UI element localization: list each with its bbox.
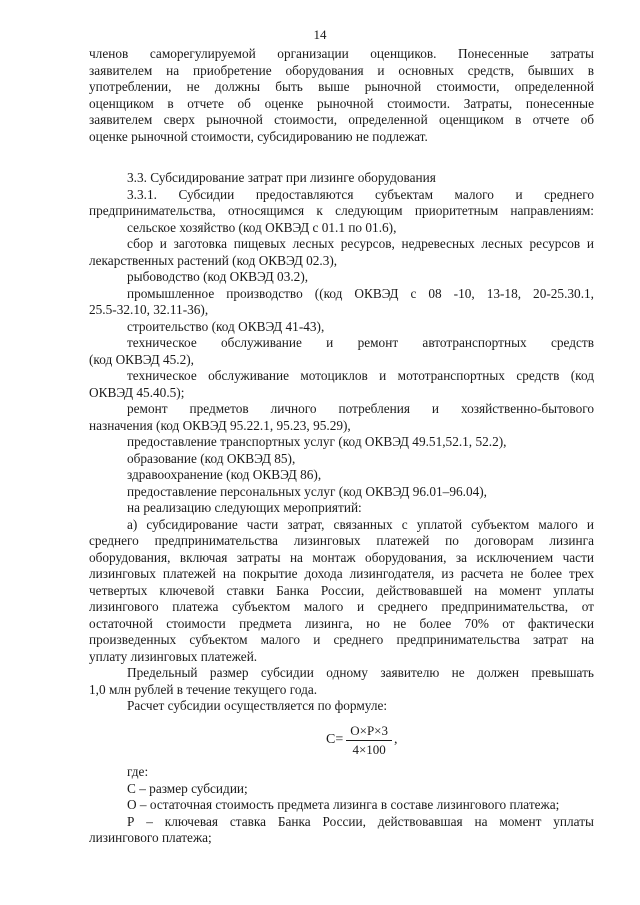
text-line: ОКВЭД 45.40.5); — [89, 384, 185, 400]
list-item: предоставление персональных услуг (код ОКВЭД 96.01–96.04), — [127, 483, 487, 499]
text-line: заявителем на приобретение оборудования и основных средств, бывших в — [89, 62, 594, 78]
formula-numerator: О×Р×3 — [350, 722, 389, 738]
text-line: оборудования, включая затраты на монтаж оборудования, за исключением части — [89, 549, 594, 565]
text-line: назначения (код ОКВЭД 95.22.1, 95.23, 95.29), — [89, 417, 351, 433]
paragraph-block-2 — [89, 170, 594, 715]
text-line: 1,0 млн рублей в течение текущего года. — [89, 681, 318, 697]
definition-line: С – размер субсидии; — [127, 780, 248, 796]
text-line: Расчет субсидии осуществляется по формуле: — [127, 698, 388, 713]
formula-denominator: 4×100 — [352, 741, 386, 757]
text-line: лизинговых платежей на покрытие дохода лизингодателя, из расчета не более трех — [89, 566, 594, 581]
paragraph-block-3 — [89, 764, 594, 847]
text-line: уплату лизинговых платежей. — [89, 648, 258, 664]
subsidy-formula — [326, 718, 398, 762]
text-line: произведенных субъектом малого и среднего предпринимательства затрат на — [89, 632, 594, 647]
list-item: строительство (код ОКВЭД 41-43), — [127, 318, 325, 334]
text-line: употреблении, не должны быть выше рыночной стоимости, определенной — [89, 79, 594, 94]
list-item: промышленное производство ((код ОКВЭД с 08 -10, 13-18, 20-25.30.1, — [127, 285, 594, 301]
list-item: ремонт предметов личного потребления и хозяйственно-бытового — [127, 401, 594, 416]
formula-lhs: С= — [326, 732, 344, 747]
text-line: оценщиком в отчете об оценке рыночной стоимости. Затраты, понесенные — [89, 95, 594, 111]
text-line: среднего предпринимательства лизинговых платежей по договорам лизинга — [89, 533, 594, 548]
text-line: четвертых ключевой ставки Банка России, действовавшей на момент уплаты — [89, 582, 594, 598]
list-item: предоставление транспортных услуг (код ОКВЭД 49.51,52.1, 52.2), — [127, 434, 507, 449]
list-item: техническое обслуживание и ремонт автотранспортных средств — [127, 335, 594, 350]
text-line: 25.5-32.10, 32.11-36), — [89, 302, 209, 317]
list-item: сельское хозяйство (код ОКВЭД с 01.1 по 01.6), — [127, 219, 397, 235]
formula-fraction — [346, 723, 392, 758]
section-heading: 3.3. Субсидирование затрат при лизинге оборудования — [127, 170, 436, 185]
text-line: заявителем сверх рыночной стоимости, определенной оценщиком в отчете об — [89, 112, 594, 127]
page-number: 14 — [313, 27, 327, 42]
list-item: рыбоводство (код ОКВЭД 03.2), — [127, 269, 309, 284]
text-line: Предельный размер субсидии одному заявителю не должен превышать — [127, 665, 594, 680]
text-line: лекарственных растений (код ОКВЭД 02.3), — [89, 252, 338, 268]
text-line: а) субсидирование части затрат, связанных с уплатой субъектом малого и — [127, 516, 594, 532]
text-line: предпринимательства, относящимся к следующим приоритетным направлениям: — [89, 203, 594, 218]
list-item: техническое обслуживание мотоциклов и мототранспортных средств (код — [127, 368, 594, 383]
paragraph-block-1 — [89, 46, 594, 145]
text-line: лизингового платежа субъектом малого и среднего предпринимательства, от — [89, 599, 594, 614]
text-line: оценке рыночной стоимости, субсидированию не подлежат. — [89, 128, 428, 144]
formula-trail: , — [394, 732, 398, 747]
text-line: остаточной стоимости предмета лизинга, но не более 70% от фактически — [89, 615, 594, 631]
text-line: где: — [127, 764, 149, 779]
list-item: здравоохранение (код ОКВЭД 86), — [127, 467, 322, 482]
text-line: (код ОКВЭД 45.2), — [89, 351, 194, 367]
definition-line: О – остаточная стоимость предмета лизинга в составе лизингового платежа; — [127, 797, 560, 812]
definition-line: Р – ключевая ставка Банка России, действовавшая на момент уплаты — [127, 813, 594, 829]
text-line: членов саморегулируемой организации оценщиков. Понесенные затраты — [89, 46, 594, 61]
text-line: на реализацию следующих мероприятий: — [127, 500, 362, 515]
text-line: лизингового платежа; — [89, 830, 212, 845]
list-item: образование (код ОКВЭД 85), — [127, 450, 296, 466]
text-line: 3.3.1. Субсидии предоставляются субъектам малого и среднего — [127, 186, 594, 202]
list-item: сбор и заготовка пищевых лесных ресурсов, недревесных лесных ресурсов и — [127, 236, 594, 251]
